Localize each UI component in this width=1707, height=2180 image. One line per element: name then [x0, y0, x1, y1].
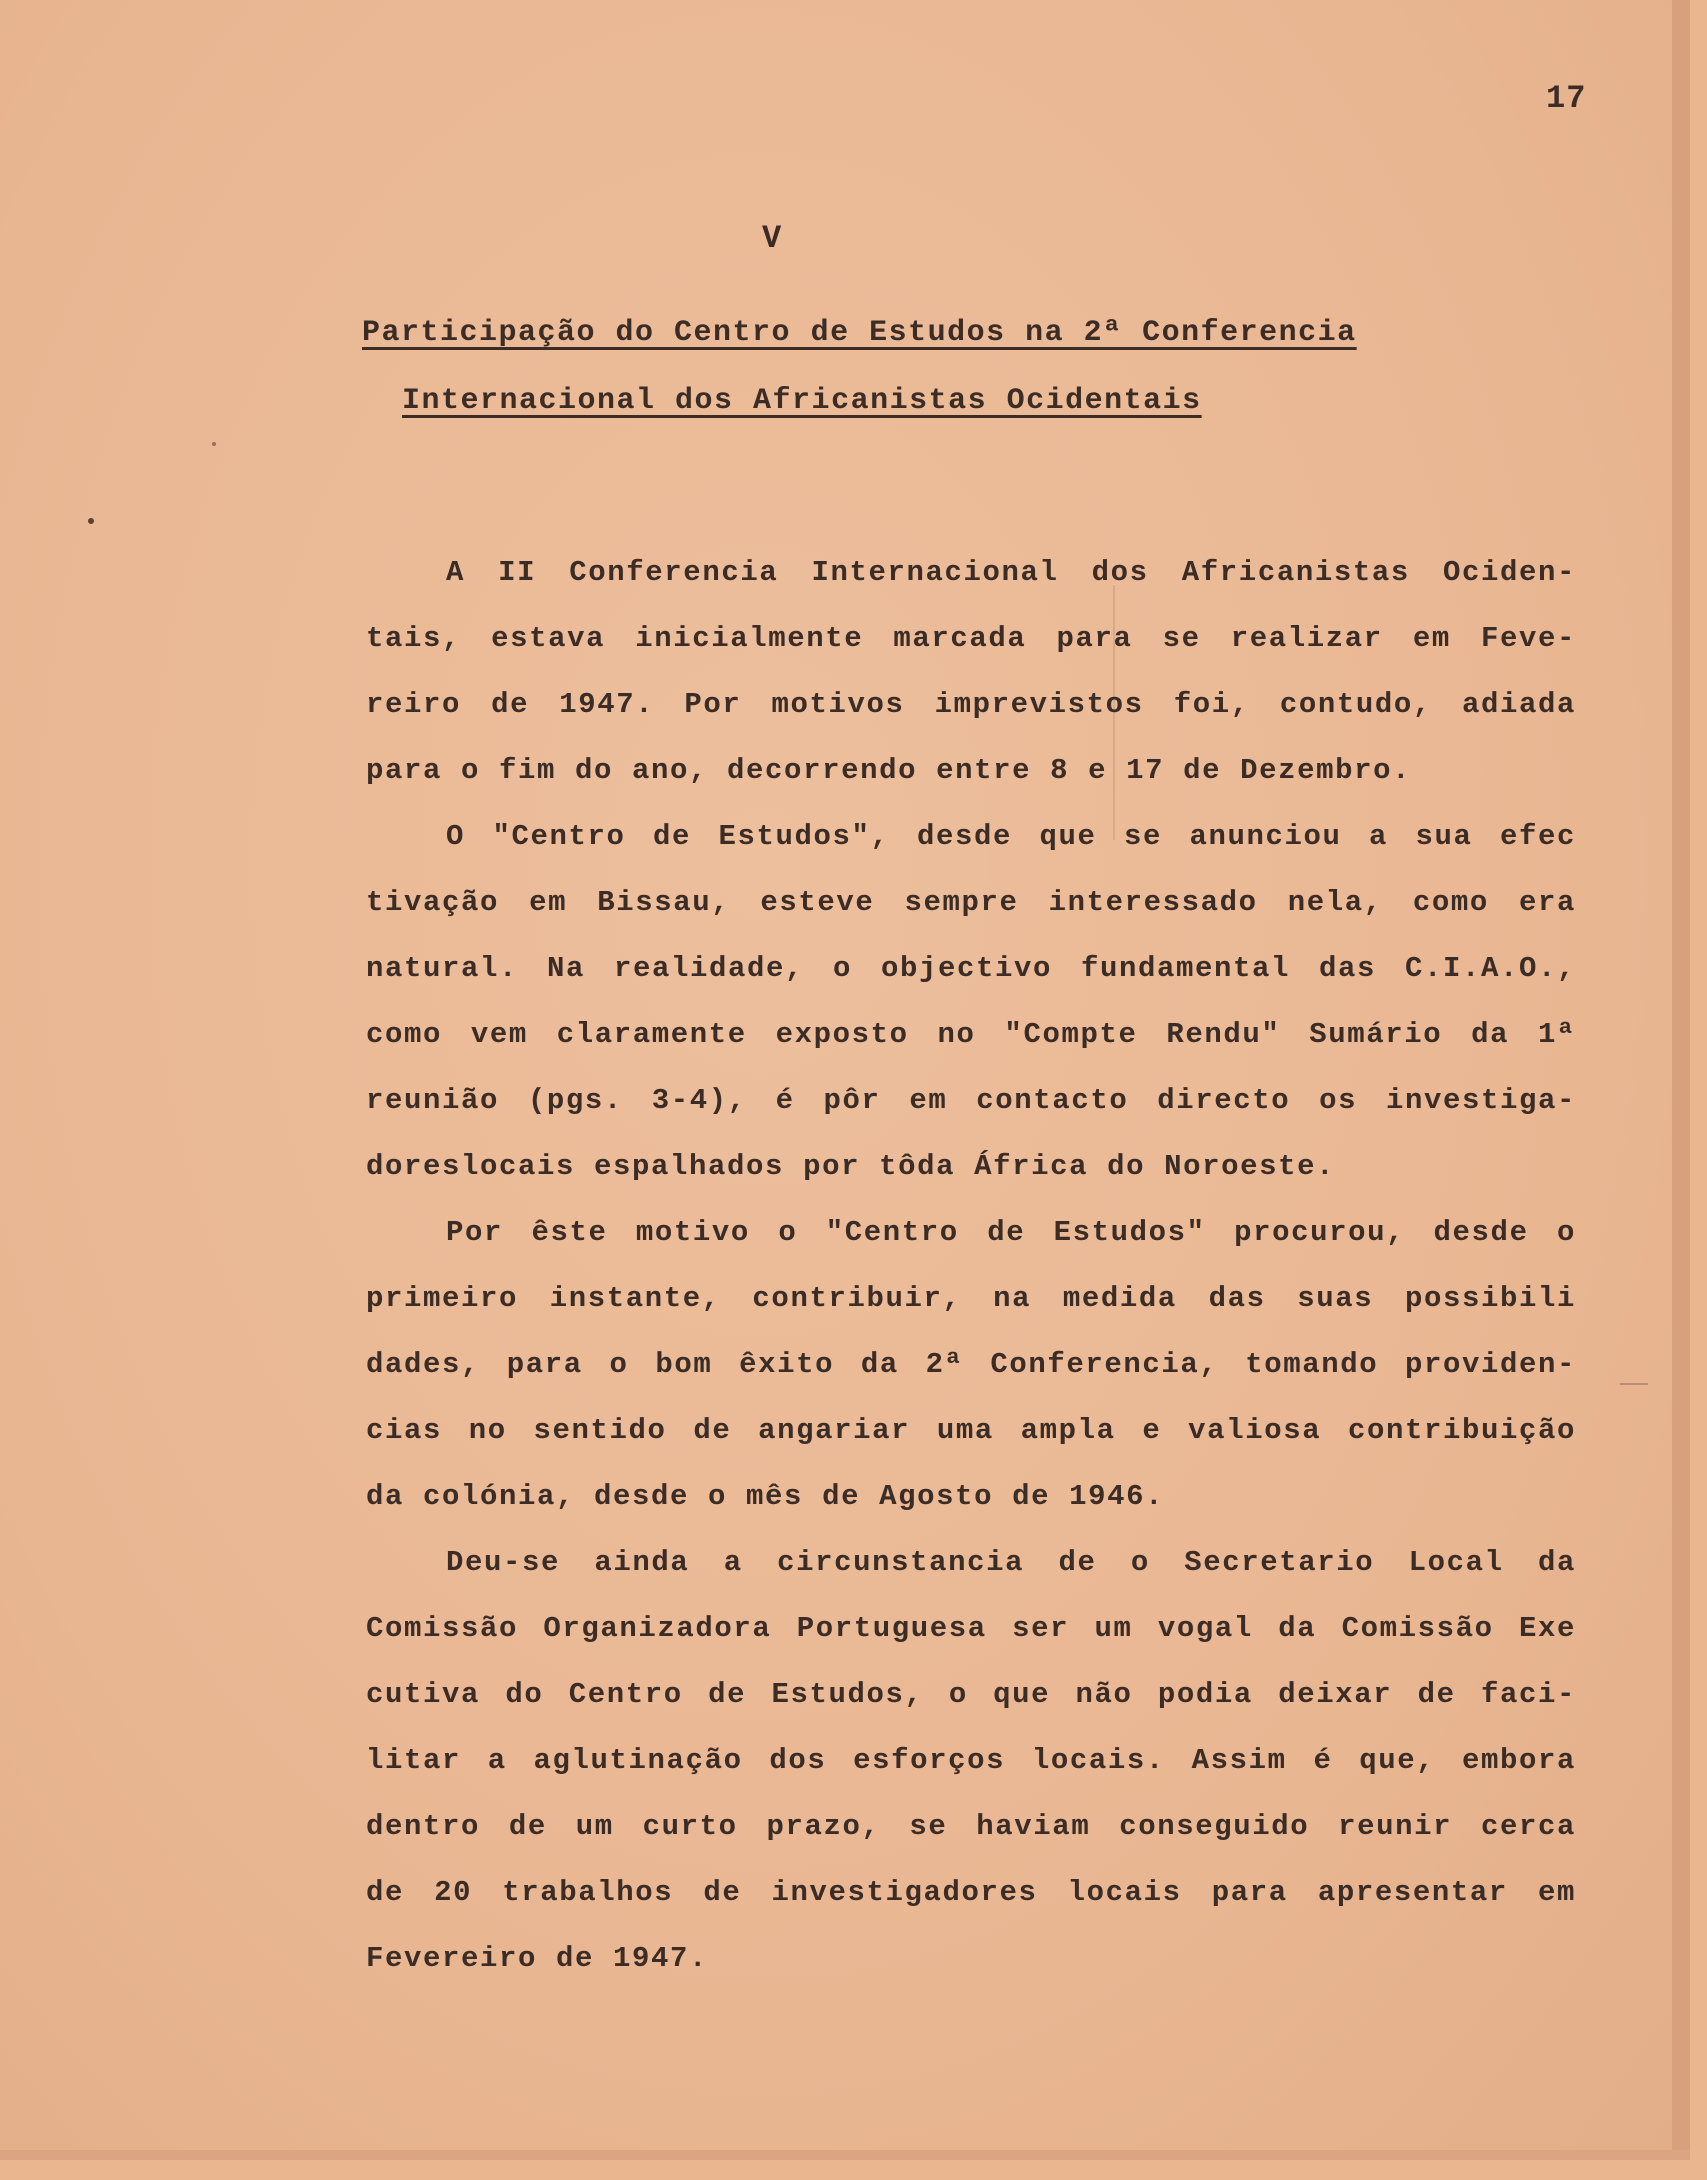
text-line: reunião (pgs. 3-4), é pôr em contacto directo os investiga-	[366, 1084, 1576, 1117]
body-text	[366, 540, 1576, 1992]
text-line: cias no sentido de angariar uma ampla e valiosa contribuição	[366, 1414, 1576, 1447]
text-line: tais, estava inicialmente marcada para se realizar em Feve-	[366, 622, 1576, 655]
text-line: cutiva do Centro de Estudos, o que não podia deixar de faci-	[366, 1678, 1576, 1711]
text-line: natural. Na realidade, o objectivo fundamental das C.I.A.O.,	[366, 952, 1576, 985]
text-line: dentro de um curto prazo, se haviam conseguido reunir cerca	[366, 1810, 1576, 1843]
page-edge-shadow	[1672, 0, 1690, 2160]
pencil-tick	[1620, 1383, 1648, 1385]
text-line: reiro de 1947. Por motivos imprevistos foi, contudo, adiada	[366, 688, 1576, 721]
text-line: primeiro instante, contribuir, na medida das suas possibili	[366, 1282, 1576, 1315]
text-line: Comissão Organizadora Portuguesa ser um vogal da Comissão Exe	[366, 1612, 1576, 1645]
section-heading-line-2: Internacional dos Africanistas Ocidentais	[402, 384, 1202, 418]
text-line: Fevereiro de 1947.	[366, 1942, 709, 1975]
text-line: tivação em Bissau, esteve sempre interessado nela, como era	[366, 886, 1576, 919]
text-line: doreslocais espalhados por tôda África do Noroeste.	[366, 1150, 1336, 1183]
text-line: Por êste motivo o "Centro de Estudos" procurou, desde o	[446, 1216, 1576, 1249]
text-line: litar a aglutinação dos esforços locais. Assim é que, embora	[366, 1744, 1576, 1777]
text-line: A II Conferencia Internacional dos Africanistas Ociden-	[446, 556, 1576, 589]
text-line: Deu-se ainda a circunstancia de o Secretario Local da	[446, 1546, 1576, 1579]
page-number: 17	[1546, 80, 1587, 117]
text-line: dades, para o bom êxito da 2ª Conferencia, tomando providen-	[366, 1348, 1576, 1381]
section-heading-line-1: Participação do Centro de Estudos na 2ª Conferencia	[362, 316, 1357, 350]
text-line: O "Centro de Estudos", desde que se anunciou a sua efec	[446, 820, 1576, 853]
page-bottom-edge	[0, 2150, 1690, 2160]
text-line: como vem claramente exposto no "Compte Rendu" Sumário da 1ª	[366, 1018, 1576, 1051]
ink-speck	[212, 442, 216, 446]
text-line: da colónia, desde o mês de Agosto de 1946.	[366, 1480, 1165, 1513]
text-line: de 20 trabalhos de investigadores locais para apresentar em	[366, 1876, 1576, 1909]
text-line: para o fim do ano, decorrendo entre 8 e 17 de Dezembro.	[366, 754, 1412, 787]
ink-speck	[88, 518, 94, 524]
section-numeral: V	[762, 220, 782, 257]
